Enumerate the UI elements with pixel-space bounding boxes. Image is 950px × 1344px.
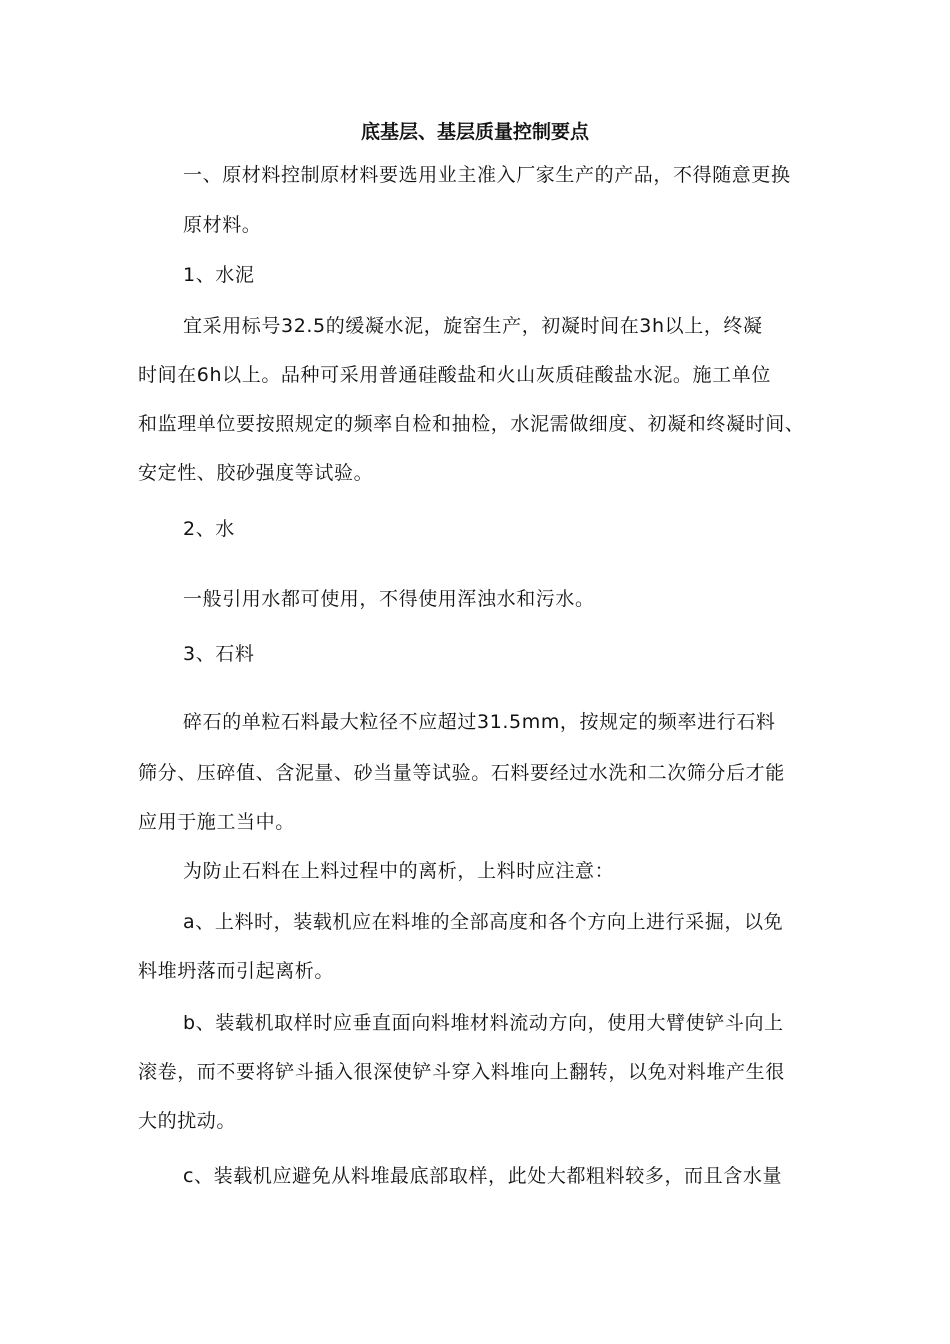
paragraph-line: 一般引用水都可使用，不得使用浑浊水和污水。	[183, 588, 595, 610]
paragraph-line: a、上料时，装载机应在料堆的全部高度和各个方向上进行采掘，以免	[183, 911, 784, 933]
paragraph-line: 安定性、胶砂强度等试验。	[138, 462, 374, 484]
paragraph-line: 时间在6h以上。品种可采用普通硅酸盐和火山灰质硅酸盐水泥。施工单位	[138, 364, 771, 386]
paragraph-line: 和监理单位要按照规定的频率自检和抽检，水泥需做细度、初凝和终凝时间、	[138, 413, 805, 435]
paragraph-line: 应用于施工当中。	[138, 811, 295, 833]
paragraph-line: 一、原材料控制原材料要选用业主准入厂家生产的产品，不得随意更换	[183, 164, 791, 186]
section-heading: 1、水泥	[183, 264, 255, 286]
document-title: 底基层、基层质量控制要点	[360, 121, 589, 143]
section-heading: 3、石料	[183, 643, 255, 665]
paragraph-line: 碎石的单粒石料最大粒径不应超过31.5mm，按规定的频率进行石料	[183, 711, 776, 733]
section-heading: 2、水	[183, 518, 235, 540]
paragraph-line: 筛分、压碎值、含泥量、砂当量等试验。石料要经过水洗和二次筛分后才能	[138, 762, 785, 784]
paragraph-line: 大的扰动。	[138, 1110, 237, 1132]
paragraph-line: 滚卷，而不要将铲斗插入很深使铲斗穿入料堆向上翻转，以免对料堆产生很	[138, 1061, 785, 1083]
paragraph-line: 宜采用标号32.5的缓凝水泥，旋窑生产，初凝时间在3h以上，终凝	[183, 315, 763, 337]
paragraph-line: 原材料。	[183, 214, 262, 236]
paragraph-line: 为防止石料在上料过程中的离析，上料时应注意：	[183, 860, 615, 882]
paragraph-line: b、装载机取样时应垂直面向料堆材料流动方向，使用大臂使铲斗向上	[183, 1012, 784, 1034]
paragraph-line: c、装载机应避免从料堆最底部取样，此处大都粗料较多，而且含水量	[183, 1165, 783, 1187]
paragraph-line: 料堆坍落而引起离析。	[138, 960, 335, 982]
